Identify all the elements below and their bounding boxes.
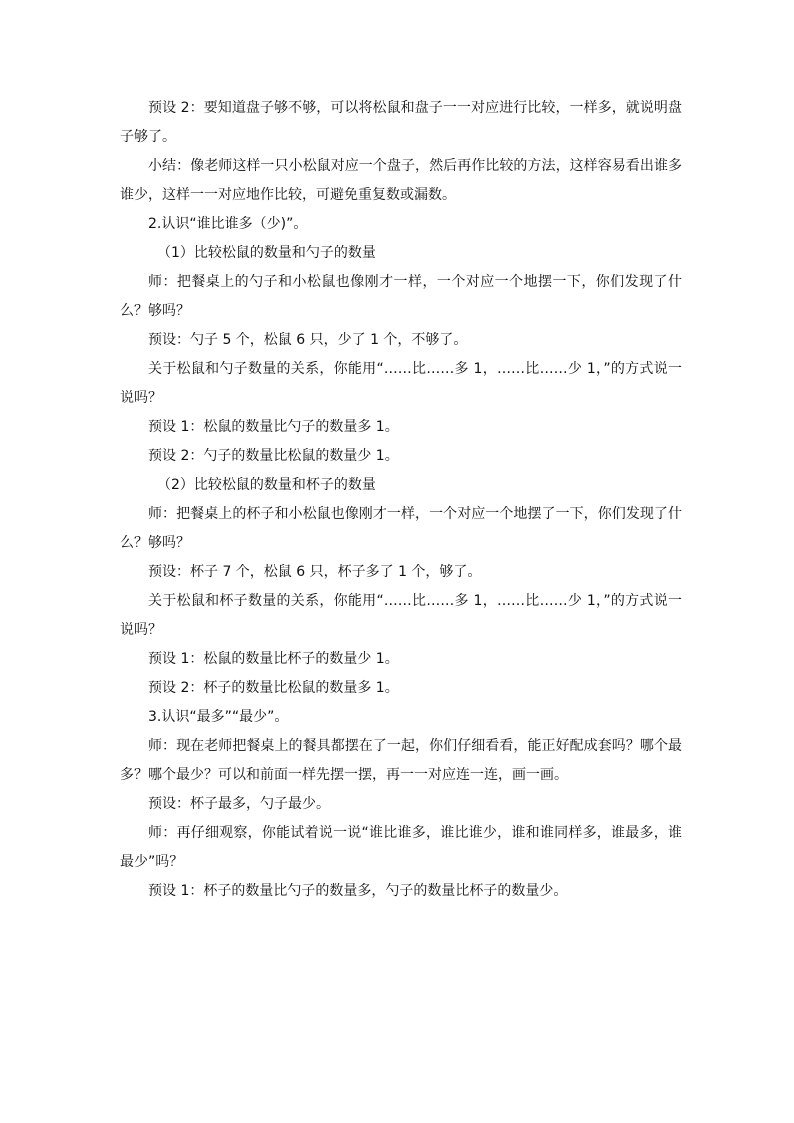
paragraph-teacher-observe: 师：再仔细观察，你能试着说一说“谁比谁多，谁比谁少，谁和谁同样多，谁最多，谁最少”吗？ xyxy=(120,825,682,870)
paragraph-preset-1-cups: 预设 1：松鼠的数量比杯子的数量少 1。 xyxy=(148,651,399,667)
document-body xyxy=(120,94,682,906)
paragraph-preset-2-plates: 预设 2：要知道盘子够不够，可以将松鼠和盘子一一对应进行比较，一样多，就说明盘子够了。 xyxy=(120,100,682,145)
paragraph-preset-cups: 预设：杯子 7 个，松鼠 6 只，杯子多了 1 个，够了。 xyxy=(148,564,482,580)
paragraph-preset-1-spoons: 预设 1：松鼠的数量比勺子的数量多 1。 xyxy=(148,419,399,435)
paragraph-teacher-spoons: 师：把餐桌上的勺子和小松鼠也像刚才一样，一个对应一个地摆一下，你们发现了什么？够吗？ xyxy=(120,274,682,319)
paragraph-summary: 小结：像老师这样一只小松鼠对应一个盘子，然后再作比较的方法，这样容易看出谁多谁少，这样一一对应地作比较，可避免重复数或漏数。 xyxy=(120,158,682,203)
section-heading-3: 3.认识“最多”“最少”。 xyxy=(148,709,289,725)
paragraph-preset-most-least: 预设：杯子最多，勺子最少。 xyxy=(148,796,330,812)
paragraph-preset-1-compare: 预设 1：杯子的数量比勺子的数量多，勺子的数量比杯子的数量少。 xyxy=(148,883,568,899)
paragraph-question-spoons: 关于松鼠和勺子数量的关系，你能用“……比……多 1，……比……少 1，”的方式说一说吗？ xyxy=(120,361,682,406)
subsection-heading-2: （2）比较松鼠的数量和杯子的数量 xyxy=(157,477,376,493)
section-heading-2: 2.认识“谁比谁多（少)”。 xyxy=(148,216,308,232)
paragraph-preset-2-spoons: 预设 2：勺子的数量比松鼠的数量少 1。 xyxy=(148,448,399,464)
subsection-heading-1: （1）比较松鼠的数量和勺子的数量 xyxy=(157,245,376,261)
paragraph-preset-spoons: 预设：勺子 5 个，松鼠 6 只，少了 1 个，不够了。 xyxy=(148,332,468,348)
paragraph-question-cups: 关于松鼠和杯子数量的关系，你能用“……比……多 1，……比……少 1，”的方式说一说吗？ xyxy=(120,593,682,638)
paragraph-teacher-all: 师：现在老师把餐桌上的餐具都摆在了一起，你们仔细看看，能正好配成套吗？哪个最多？哪个最少？可以和前面一样先摆一摆，再一一对应连一连，画一画。 xyxy=(120,738,682,783)
paragraph-teacher-cups: 师：把餐桌上的杯子和小松鼠也像刚才一样，一个对应一个地摆了一下，你们发现了什么？够吗？ xyxy=(120,506,682,551)
paragraph-preset-2-cups: 预设 2：杯子的数量比松鼠的数量多 1。 xyxy=(148,680,399,696)
